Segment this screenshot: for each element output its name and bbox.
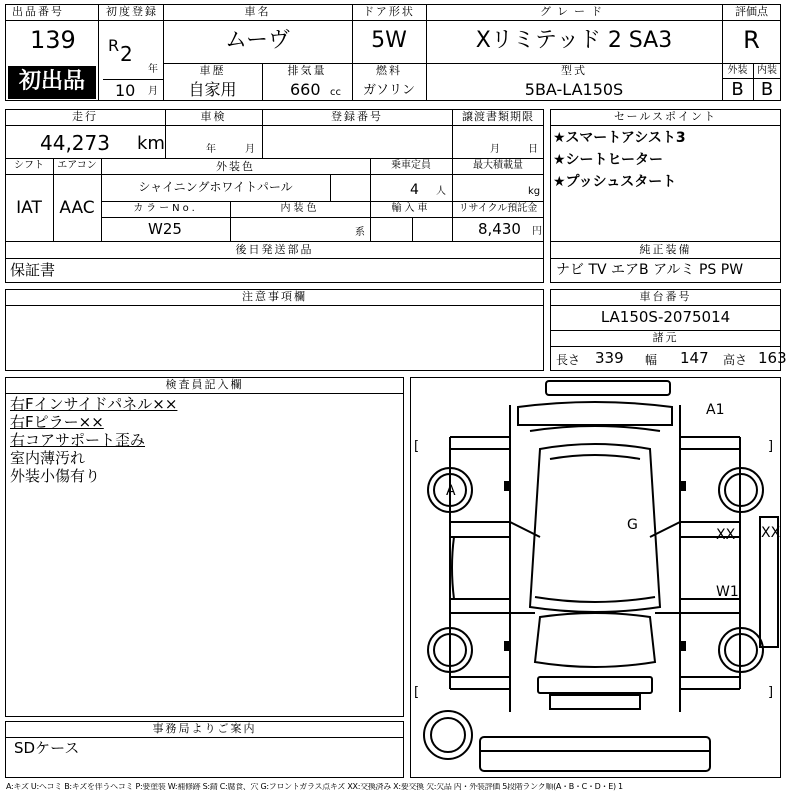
registration-label: 登録番号 <box>331 110 383 123</box>
height-label: 高さ <box>723 353 748 367</box>
transfer-month-unit: 月 <box>490 144 500 155</box>
lot-label: 出品番号 <box>12 5 64 18</box>
inspection-label: 車検 <box>200 110 227 123</box>
model-code-label: 型式 <box>561 64 587 77</box>
capacity-value: 4 <box>410 182 419 198</box>
aircon-label: エアコン <box>57 160 97 171</box>
exterior-score: B <box>731 79 744 100</box>
mileage-value: 44,273 <box>40 131 110 155</box>
displacement-label: 排気量 <box>287 64 327 77</box>
max-load-label: 最大積載量 <box>473 160 523 171</box>
sales-point-item: ★プッシュスタート <box>553 174 677 190</box>
first-reg-label: 初度登録 <box>106 5 158 18</box>
inspector-label: 検査員記入欄 <box>165 378 244 391</box>
capacity-label: 乗車定員 <box>391 160 431 171</box>
chassis-value: LA150S-2075014 <box>600 308 731 326</box>
model-code-value: 5BA-LA150S <box>524 80 624 99</box>
length-value: 339 <box>595 349 624 367</box>
color-no-value: W25 <box>148 220 182 238</box>
history-label: 車歴 <box>199 64 226 77</box>
color-no-label: カラーNo. <box>133 203 198 214</box>
width-label: 幅 <box>645 353 658 367</box>
displacement-value: 660 <box>290 80 321 99</box>
interior-color-unit: 系 <box>355 227 365 238</box>
max-load-unit: kg <box>528 186 541 197</box>
score-label: 評価点 <box>735 5 768 18</box>
exterior-color-label: 外装色 <box>216 160 255 173</box>
transfer-day-unit: 日 <box>528 144 538 155</box>
bracket-open: [ <box>414 439 420 454</box>
length-label: 長さ <box>556 353 581 367</box>
dims-label: 諸元 <box>652 331 679 344</box>
diagram-mark-a1: A1 <box>706 402 725 418</box>
mileage-unit: km <box>137 133 165 154</box>
equipment-label: 純正装備 <box>639 243 692 256</box>
office-value: SDケース <box>14 739 80 757</box>
lot-number: 139 <box>30 26 76 54</box>
shift-label: シフト <box>14 160 44 171</box>
legend-text: A:キズ U:ヘコミ B:キズを伴うヘコミ P:要塗装 W:補修跡 S:錆 C:腐食、穴 G:フロントガラス点キズ XX:交換済み X:要交換 欠:欠品 内・外装評価 5段階ランク順(A・B・C・D・E) 1 <box>6 783 623 791</box>
notes-label: 注意事項欄 <box>242 290 307 303</box>
diagram-mark-xx: XX <box>716 527 736 543</box>
inspector-line: 右Fインサイドパネル×× <box>10 395 178 413</box>
interior-score-label: 内装 <box>757 65 777 76</box>
transfer-label: 譲渡書類期限 <box>462 110 534 123</box>
sales-point-item: ★スマートアシスト3 <box>553 130 686 146</box>
grade-label: グレード <box>540 5 608 18</box>
diagram-mark-a: A <box>446 483 456 499</box>
interior-color-label: 内装色 <box>280 203 320 214</box>
interior-score: B <box>760 79 774 100</box>
height-value: 163 <box>758 349 787 367</box>
inspector-line: 右コアサポート歪み <box>10 431 146 449</box>
later-parts-label: 後日発送部品 <box>235 243 314 256</box>
fuel-label: 燃料 <box>376 64 402 77</box>
recycle-label: リサイクル預託金 <box>458 203 538 214</box>
door-value: 5W <box>371 28 407 53</box>
month-unit: 月 <box>148 86 158 97</box>
office-label: 事務局よりご案内 <box>152 722 257 735</box>
bracket-close: ] <box>768 439 774 454</box>
inspector-line: 室内薄汚れ <box>10 449 86 467</box>
inspection-month-unit: 月 <box>245 144 255 155</box>
mileage-label: 走行 <box>72 110 98 123</box>
chassis-label: 車台番号 <box>639 290 692 303</box>
recycle-value: 8,430 <box>478 220 521 238</box>
first-reg-year: 2 <box>120 42 133 66</box>
fuel-value: ガソリン <box>362 83 415 98</box>
sales-points-label: セールスポイント <box>613 110 717 123</box>
sales-point-item: ★シートヒーター <box>553 152 663 168</box>
history-value: 自家用 <box>188 80 237 99</box>
inspection-year-unit: 年 <box>206 144 216 155</box>
shift-value: IAT <box>16 198 42 218</box>
score-value: R <box>743 26 760 54</box>
year-unit: 年 <box>148 64 158 75</box>
exterior-color-value: シャイニングホワイトパール <box>138 180 293 194</box>
displacement-unit: cc <box>330 87 341 98</box>
inspector-line: 外装小傷有り <box>10 467 101 485</box>
first-reg-era: R <box>108 36 120 55</box>
first-listing-badge: 初出品 <box>8 66 96 99</box>
width-value: 147 <box>680 349 709 367</box>
later-parts-value: 保証書 <box>10 261 56 279</box>
recycle-unit: 円 <box>532 226 542 237</box>
bracket-open: [ <box>414 685 420 700</box>
inspector-line: 右Fピラー×× <box>10 413 104 431</box>
exterior-score-label: 外装 <box>727 65 748 76</box>
car-diagram <box>410 377 781 778</box>
capacity-unit: 人 <box>436 186 446 197</box>
diagram-mark-xx: XX <box>761 525 781 541</box>
door-label: ドア形状 <box>363 5 415 18</box>
first-reg-month: 10 <box>115 81 136 100</box>
bracket-close: ] <box>768 685 774 700</box>
grade-value: Xリミテッド 2 SA3 <box>475 28 673 53</box>
aircon-value: AAC <box>59 198 95 218</box>
car-name-value: ムーヴ <box>225 28 290 53</box>
import-label: 輸入車 <box>391 203 431 214</box>
car-name-label: 車名 <box>244 5 271 18</box>
diagram-mark-g: G <box>627 517 638 533</box>
equipment-value: ナビ TV エアB アルミ PS PW <box>556 262 744 278</box>
diagram-mark-w1: W1 <box>716 584 739 600</box>
